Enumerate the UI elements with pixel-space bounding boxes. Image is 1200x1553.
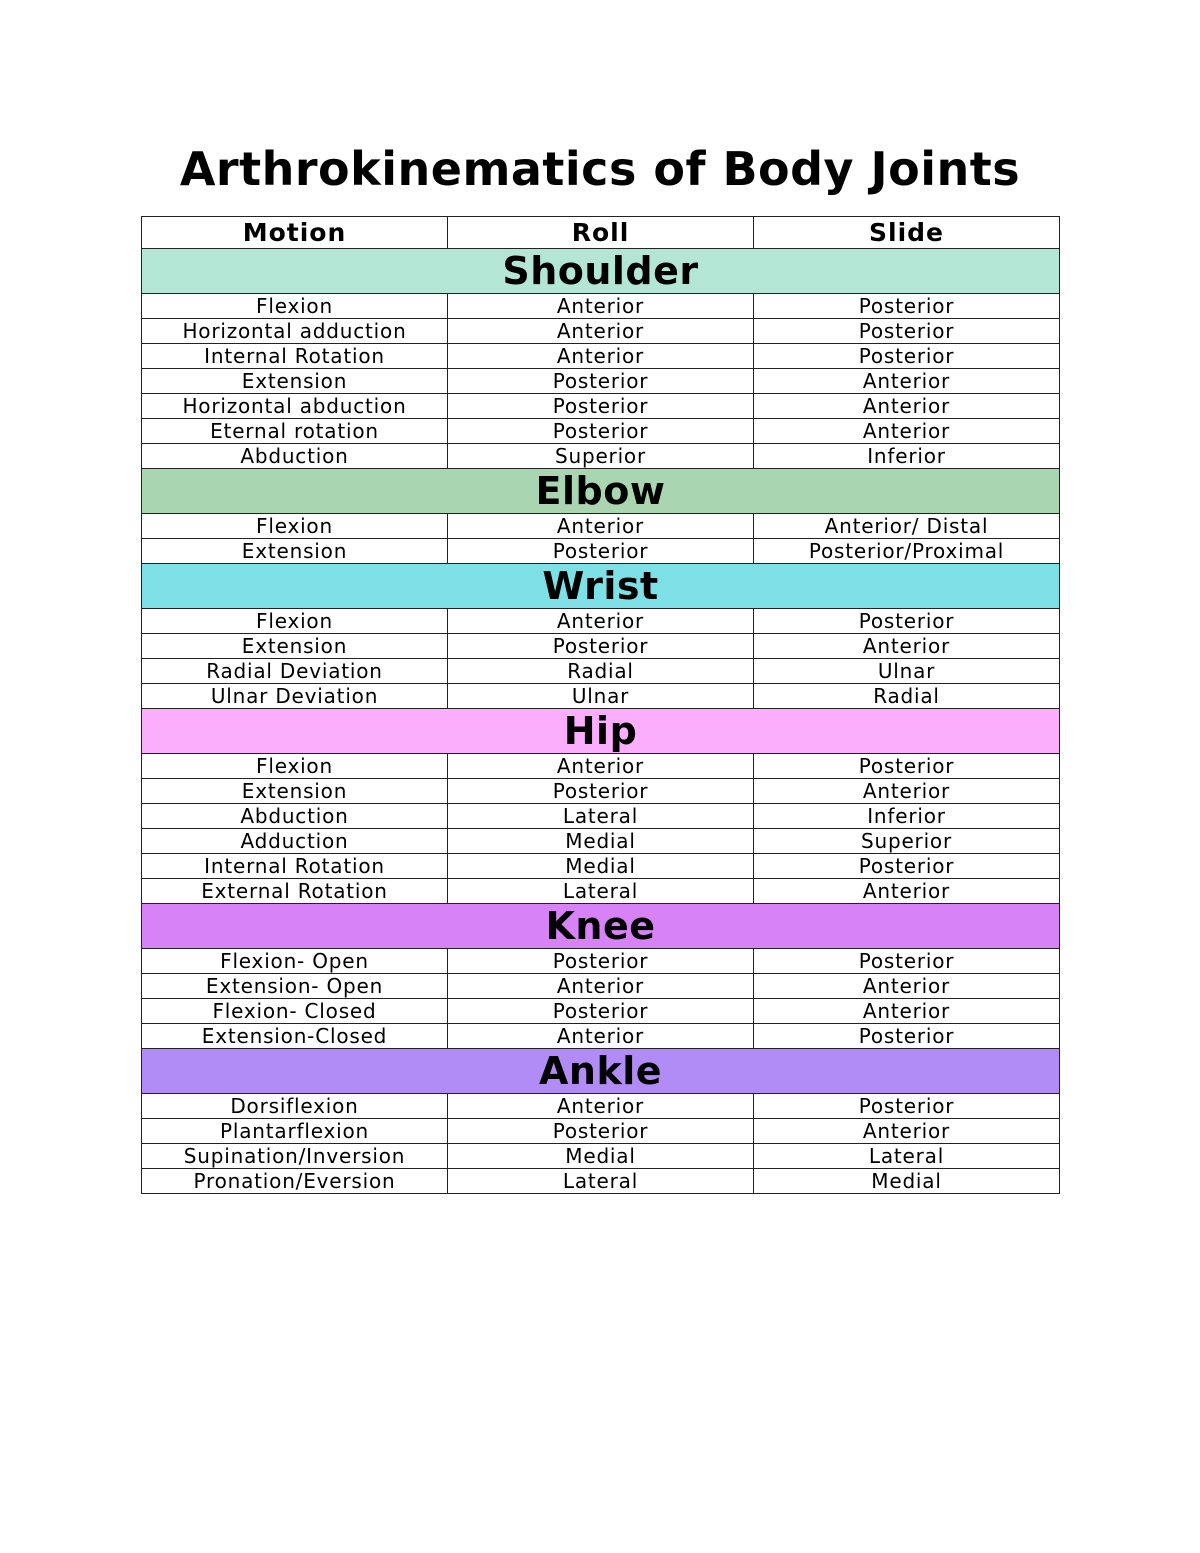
section-header-hip [142, 709, 1060, 754]
section-header-elbow [142, 469, 1060, 514]
roll-cell: Anterior [448, 514, 754, 539]
motion-cell: Internal Rotation [142, 854, 448, 879]
roll-cell: Posterior [448, 779, 754, 804]
motion-cell: Dorsiflexion [142, 1094, 448, 1119]
section-title: Ankle [142, 1049, 1060, 1094]
slide-cell: Posterior [754, 949, 1060, 974]
slide-cell: Posterior [754, 609, 1060, 634]
motion-cell: Adduction [142, 829, 448, 854]
roll-cell: Anterior [448, 1094, 754, 1119]
slide-cell: Posterior [754, 754, 1060, 779]
motion-cell: Extension [142, 779, 448, 804]
column-header-roll: Roll [448, 217, 754, 249]
slide-cell: Anterior [754, 974, 1060, 999]
slide-cell: Ulnar [754, 659, 1060, 684]
slide-cell: Posterior [754, 854, 1060, 879]
slide-cell: Anterior [754, 779, 1060, 804]
slide-cell: Posterior [754, 319, 1060, 344]
section-title: Knee [142, 904, 1060, 949]
section-header-shoulder [142, 249, 1060, 294]
table-row [142, 634, 1060, 659]
roll-cell: Radial [448, 659, 754, 684]
roll-cell: Anterior [448, 609, 754, 634]
table-row [142, 974, 1060, 999]
table-row [142, 344, 1060, 369]
roll-cell: Lateral [448, 804, 754, 829]
slide-cell: Radial [754, 684, 1060, 709]
table-row [142, 319, 1060, 344]
table-row [142, 1119, 1060, 1144]
slide-cell: Posterior/Proximal [754, 539, 1060, 564]
page-title: Arthrokinematics of Body Joints [179, 142, 1021, 196]
roll-cell: Anterior [448, 974, 754, 999]
motion-cell: Flexion- Open [142, 949, 448, 974]
slide-cell: Superior [754, 829, 1060, 854]
roll-cell: Posterior [448, 999, 754, 1024]
section-title: Elbow [142, 469, 1060, 514]
roll-cell: Posterior [448, 539, 754, 564]
table-body [142, 249, 1060, 1194]
roll-cell: Posterior [448, 634, 754, 659]
table-row [142, 444, 1060, 469]
slide-cell: Posterior [754, 1024, 1060, 1049]
motion-cell: Extension [142, 634, 448, 659]
roll-cell: Posterior [448, 394, 754, 419]
roll-cell: Posterior [448, 369, 754, 394]
roll-cell: Anterior [448, 1024, 754, 1049]
roll-cell: Anterior [448, 319, 754, 344]
motion-cell: Extension-Closed [142, 1024, 448, 1049]
table-row [142, 1094, 1060, 1119]
roll-cell: Medial [448, 854, 754, 879]
roll-cell: Anterior [448, 344, 754, 369]
table-row [142, 514, 1060, 539]
slide-cell: Anterior [754, 419, 1060, 444]
slide-cell: Posterior [754, 1094, 1060, 1119]
table-row [142, 854, 1060, 879]
roll-cell: Ulnar [448, 684, 754, 709]
motion-cell: Eternal rotation [142, 419, 448, 444]
motion-cell: Abduction [142, 444, 448, 469]
table-row [142, 1144, 1060, 1169]
table-row [142, 1169, 1060, 1194]
motion-cell: Plantarflexion [142, 1119, 448, 1144]
arthrokinematics-table [141, 216, 1060, 1194]
table-row [142, 684, 1060, 709]
slide-cell: Anterior [754, 999, 1060, 1024]
section-title: Hip [142, 709, 1060, 754]
section-title: Shoulder [142, 249, 1060, 294]
table-header-row [142, 217, 1060, 249]
table-row [142, 1024, 1060, 1049]
roll-cell: Anterior [448, 754, 754, 779]
motion-cell: Ulnar Deviation [142, 684, 448, 709]
table-row [142, 369, 1060, 394]
roll-cell: Posterior [448, 949, 754, 974]
motion-cell: Extension [142, 539, 448, 564]
roll-cell: Posterior [448, 1119, 754, 1144]
slide-cell: Anterior [754, 394, 1060, 419]
slide-cell: Inferior [754, 444, 1060, 469]
table-row [142, 609, 1060, 634]
roll-cell: Anterior [448, 294, 754, 319]
motion-cell: Flexion [142, 514, 448, 539]
slide-cell: Anterior [754, 369, 1060, 394]
motion-cell: Internal Rotation [142, 344, 448, 369]
motion-cell: Horizontal adduction [142, 319, 448, 344]
motion-cell: External Rotation [142, 879, 448, 904]
motion-cell: Flexion [142, 609, 448, 634]
slide-cell: Posterior [754, 294, 1060, 319]
section-header-wrist [142, 564, 1060, 609]
table-row [142, 879, 1060, 904]
roll-cell: Lateral [448, 1169, 754, 1194]
table-row [142, 294, 1060, 319]
table-row [142, 754, 1060, 779]
column-header-motion: Motion [142, 217, 448, 249]
slide-cell: Lateral [754, 1144, 1060, 1169]
table-row [142, 539, 1060, 564]
slide-cell: Posterior [754, 344, 1060, 369]
slide-cell: Inferior [754, 804, 1060, 829]
motion-cell: Radial Deviation [142, 659, 448, 684]
slide-cell: Anterior/ Distal [754, 514, 1060, 539]
motion-cell: Horizontal abduction [142, 394, 448, 419]
table-row [142, 949, 1060, 974]
motion-cell: Extension [142, 369, 448, 394]
table-row [142, 659, 1060, 684]
motion-cell: Supination/Inversion [142, 1144, 448, 1169]
motion-cell: Extension- Open [142, 974, 448, 999]
motion-cell: Flexion [142, 754, 448, 779]
roll-cell: Superior [448, 444, 754, 469]
roll-cell: Medial [448, 1144, 754, 1169]
table-row [142, 804, 1060, 829]
slide-cell: Anterior [754, 1119, 1060, 1144]
motion-cell: Pronation/Eversion [142, 1169, 448, 1194]
table-row [142, 394, 1060, 419]
slide-cell: Anterior [754, 879, 1060, 904]
motion-cell: Flexion [142, 294, 448, 319]
motion-cell: Flexion- Closed [142, 999, 448, 1024]
column-header-slide: Slide [754, 217, 1060, 249]
table-row [142, 829, 1060, 854]
table-row [142, 419, 1060, 444]
table-row [142, 999, 1060, 1024]
slide-cell: Medial [754, 1169, 1060, 1194]
motion-cell: Abduction [142, 804, 448, 829]
roll-cell: Lateral [448, 879, 754, 904]
slide-cell: Anterior [754, 634, 1060, 659]
section-header-knee [142, 904, 1060, 949]
section-title: Wrist [142, 564, 1060, 609]
roll-cell: Posterior [448, 419, 754, 444]
section-header-ankle [142, 1049, 1060, 1094]
roll-cell: Medial [448, 829, 754, 854]
table-row [142, 779, 1060, 804]
